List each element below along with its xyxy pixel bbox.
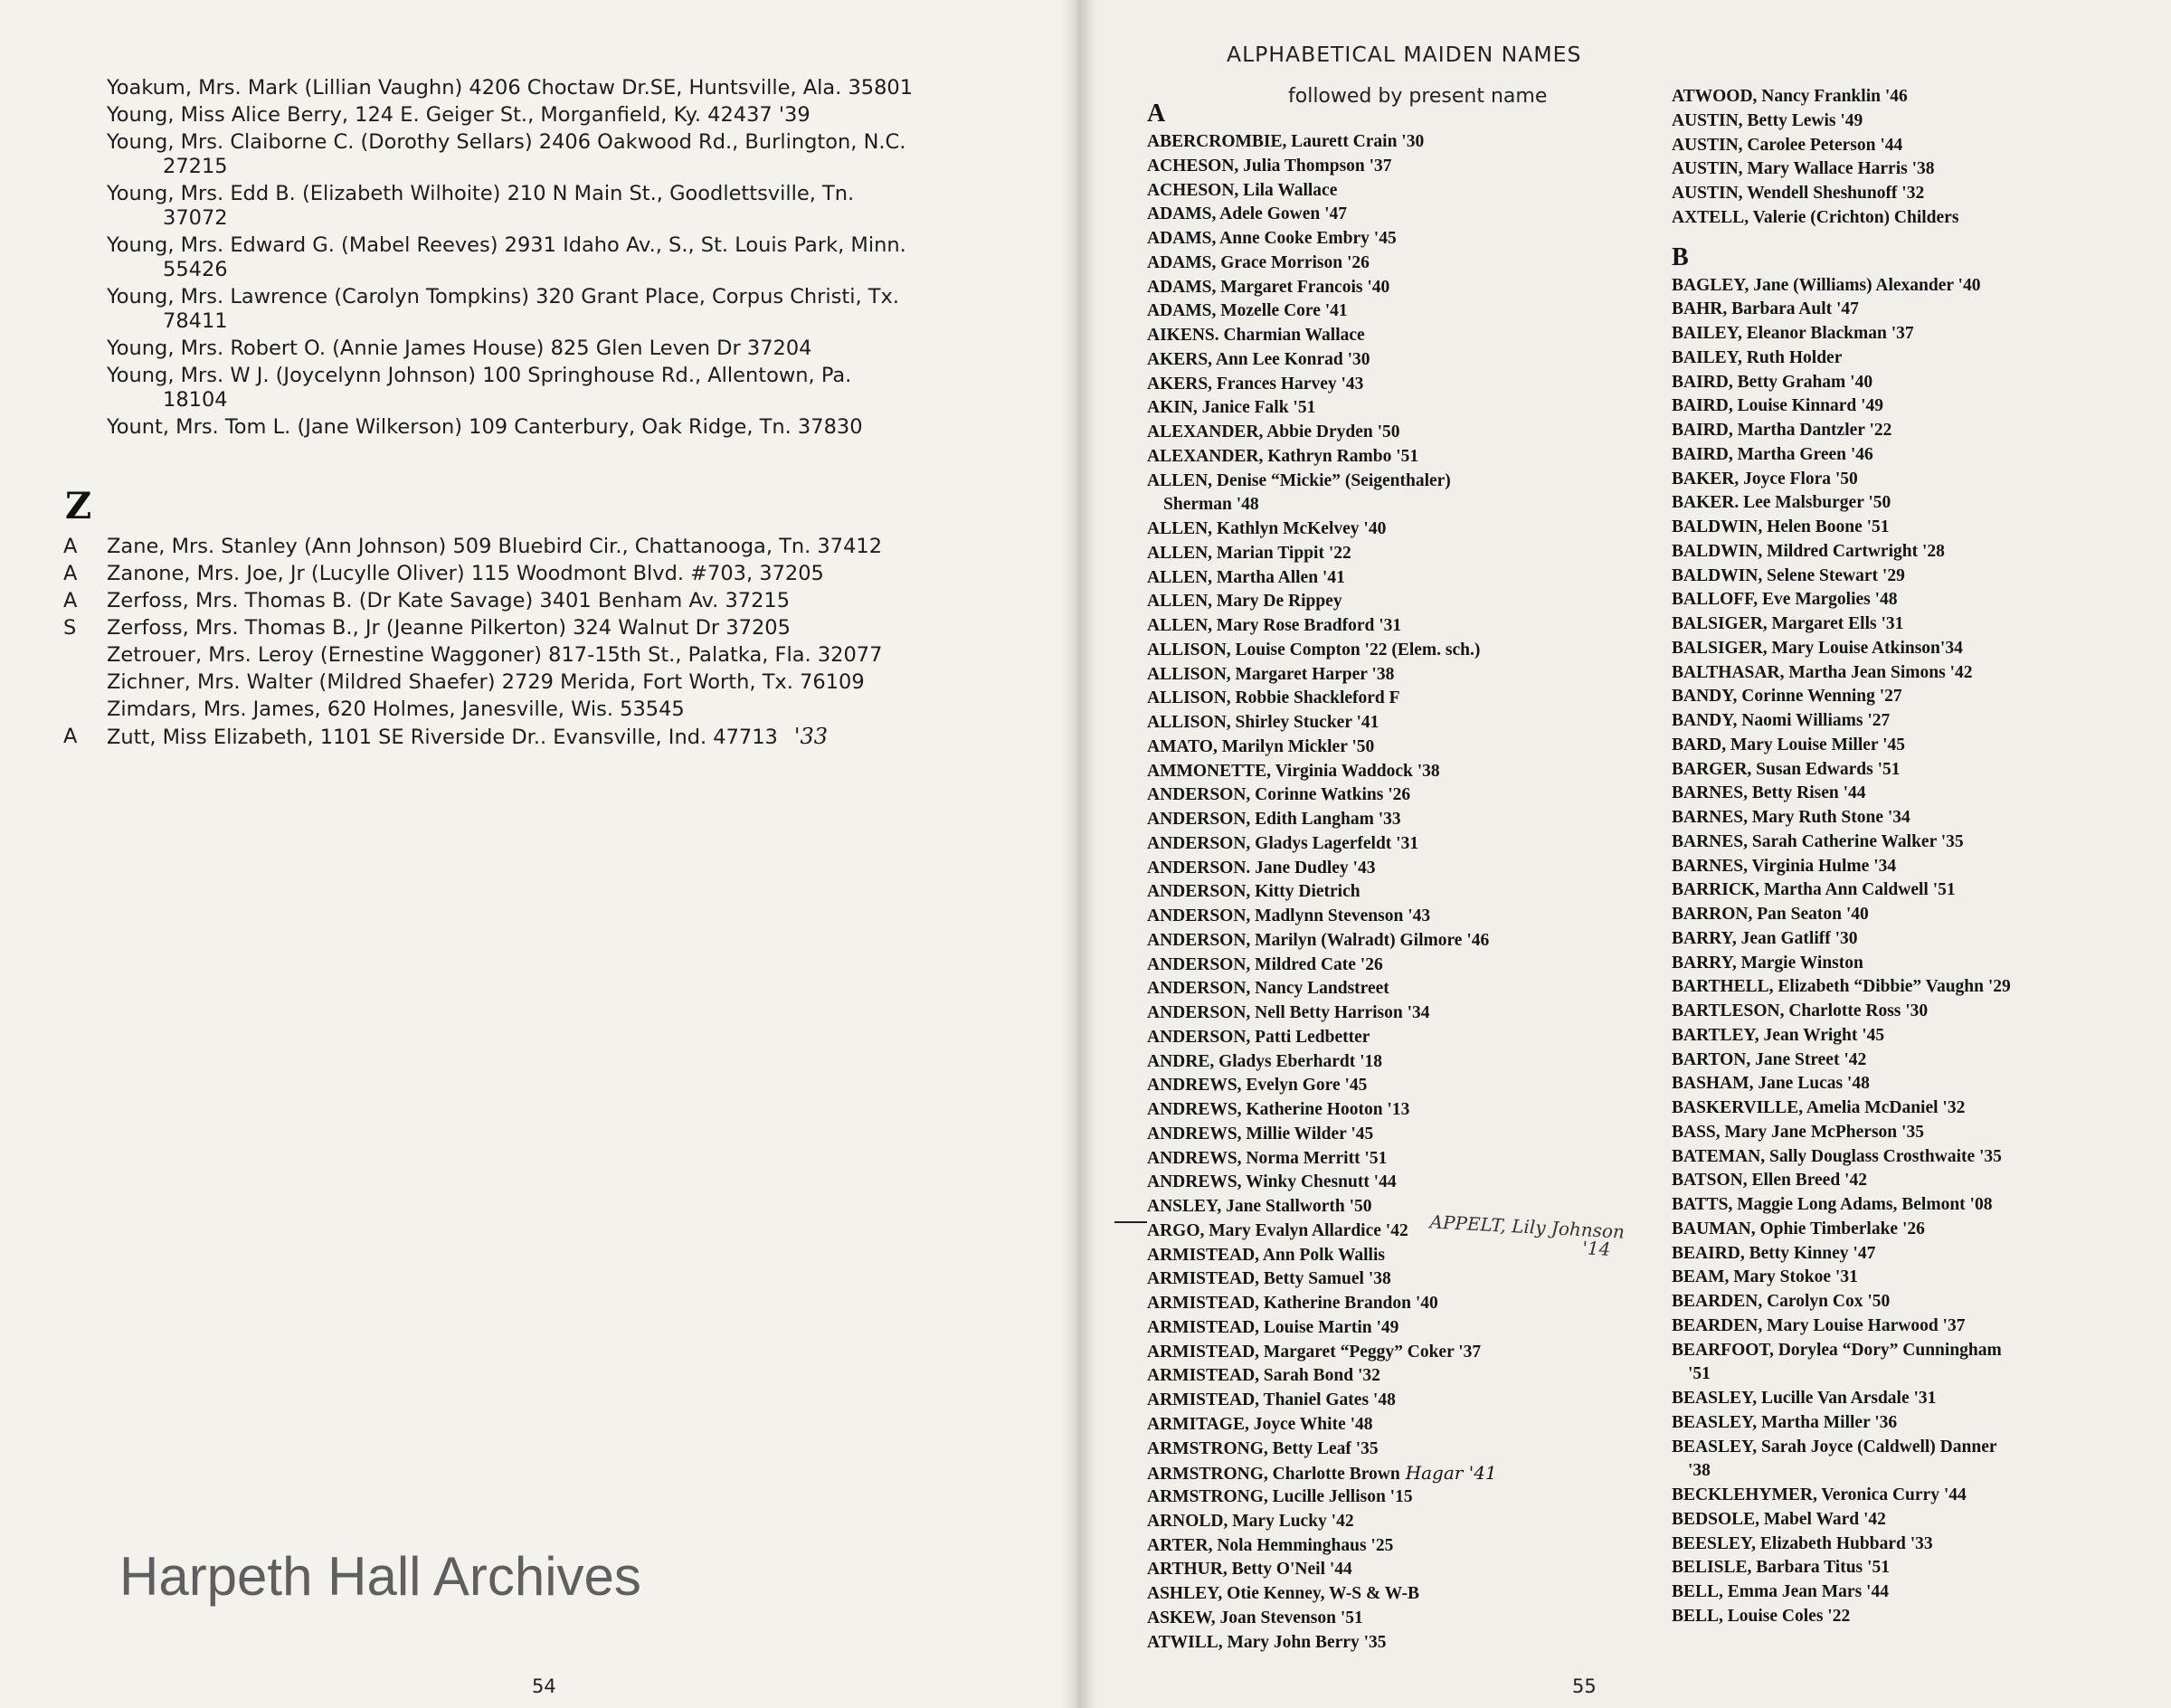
names-column-b <box>1672 85 2142 1629</box>
list-item: Young, Mrs. Claiborne C. (Dorothy Sellars) 2406 Oakwood Rd., Burlington, N.C. 27215 <box>107 130 906 178</box>
list-item: BARNES, Betty Risen '44 <box>1672 783 1866 803</box>
list-item: A Zerfoss, Mrs. Thomas B. (Dr Kate Savage) 3401 Benham Av. 37215 <box>63 589 791 612</box>
list-item: BARNES, Mary Ruth Stone '34 <box>1672 808 1910 827</box>
section-heading-a: A <box>1147 100 1166 128</box>
list-item: ARNOLD, Mary Lucky '42 <box>1147 1511 1354 1531</box>
list-item: BEASLEY, Martha Miller '36 <box>1672 1412 1898 1432</box>
margin-pen-mark <box>1114 1221 1147 1223</box>
list-item: ANDREWS, Norma Merritt '51 <box>1147 1148 1388 1168</box>
list-item: ANDERSON, Kitty Dietrich <box>1147 882 1360 902</box>
handwritten-year: '33 <box>793 724 829 749</box>
list-item: ANDREWS, Winky Chesnutt '44 <box>1147 1172 1397 1192</box>
names-column-a <box>1147 100 1654 1655</box>
status-code: A <box>63 589 78 612</box>
list-item: BARRON, Pan Seaton '40 <box>1672 905 1869 924</box>
list-item: BALLOFF, Eve Margolies '48 <box>1672 590 1898 610</box>
archive-watermark: Harpeth Hall Archives <box>119 1546 641 1607</box>
page-title: ALPHABETICAL MAIDEN NAMES <box>1227 42 1582 67</box>
list-item: BAHR, Barbara Ault '47 <box>1672 299 1859 319</box>
list-item: AKERS, Frances Harvey '43 <box>1147 374 1364 394</box>
list-item: ANDERSON, Marilyn (Walradt) Gilmore '46 <box>1147 930 1490 950</box>
list-item: BEAM, Mary Stokoe '31 <box>1672 1267 1858 1287</box>
section-heading-z: Z <box>65 485 92 527</box>
list-item: ARMSTRONG, Betty Leaf '35 <box>1147 1438 1379 1458</box>
list-item: BATSON, Ellen Breed '42 <box>1672 1171 1867 1191</box>
page-number-right: 55 <box>1572 1675 1597 1697</box>
list-item: BARTLESON, Charlotte Ross '30 <box>1672 1001 1929 1020</box>
list-item: BAILEY, Ruth Holder <box>1672 347 1843 367</box>
list-item: BARTLEY, Jean Wright '45 <box>1672 1025 1885 1045</box>
list-item: AMMONETTE, Virginia Waddock '38 <box>1147 761 1440 781</box>
list-item: Young, Miss Alice Berry, 124 E. Geiger St., Morganfield, Ky. 42437 '39 <box>107 103 811 127</box>
list-item: ANDREWS, Evelyn Gore '45 <box>1147 1076 1368 1096</box>
list-item: Young, Mrs. Lawrence (Carolyn Tompkins) 320 Grant Place, Corpus Christi, Tx. 78411 <box>107 285 899 333</box>
list-item: ALLISON, Shirley Stucker '41 <box>1147 713 1379 732</box>
status-code: A <box>63 535 78 558</box>
list-item: ASKEW, Joan Stevenson '51 <box>1147 1608 1363 1627</box>
list-item: ALLEN, Mary De Rippey <box>1147 592 1342 612</box>
list-item: BARD, Mary Louise Miller '45 <box>1672 735 1905 754</box>
list-item: ARTER, Nola Hemminghaus '25 <box>1147 1535 1394 1555</box>
list-item: BARTON, Jane Street '42 <box>1672 1049 1867 1069</box>
list-item: AUSTIN, Wendell Sheshunoff '32 <box>1672 184 1925 203</box>
list-item: ADAMS, Grace Morrison '26 <box>1147 252 1370 272</box>
list-item: BARRY, Margie Winston <box>1672 953 1863 973</box>
status-code: A <box>63 562 78 585</box>
list-item: BALDWIN, Helen Boone '51 <box>1672 517 1890 536</box>
list-item: BEESLEY, Elizabeth Hubbard '33 <box>1672 1533 1933 1553</box>
list-item: ARMISTEAD, Ann Polk Wallis <box>1147 1245 1385 1265</box>
list-item: ADAMS, Margaret Francois '40 <box>1147 277 1390 297</box>
list-item: Zichner, Mrs. Walter (Mildred Shaefer) 2729 Merida, Fort Worth, Tx. 76109 <box>107 670 865 694</box>
list-item: BALTHASAR, Martha Jean Simons '42 <box>1672 662 1973 682</box>
list-item: ASHLEY, Otie Kenney, W-S & W-B <box>1147 1584 1420 1603</box>
list-item: A Zutt, Miss Elizabeth, 1101 SE Riverside Dr.. Evansville, Ind. 47713 '33 <box>63 724 829 749</box>
right-page <box>1075 0 2171 1708</box>
list-item: BATEMAN, Sally Douglass Crosthwaite '35 <box>1672 1146 2002 1166</box>
list-item: BANDY, Corinne Wenning '27 <box>1672 687 1902 707</box>
list-item: ARMITAGE, Joyce White '48 <box>1147 1414 1373 1434</box>
list-item: ANSLEY, Jane Stallworth '50 <box>1147 1197 1372 1216</box>
list-item: Young, Mrs. Edward G. (Mabel Reeves) 2931 Idaho Av., S., St. Louis Park, Minn. 55426 <box>107 233 906 281</box>
list-item: BEASLEY, Lucille Van Arsdale '31 <box>1672 1389 1937 1408</box>
list-item: ARMSTRONG, Lucille Jellison '15 <box>1147 1487 1413 1506</box>
list-item: ABERCROMBIE, Laurett Crain '30 <box>1147 132 1425 151</box>
list-item: ADAMS, Adele Gowen '47 <box>1147 204 1347 224</box>
list-item: BAIRD, Martha Green '46 <box>1672 444 1873 464</box>
list-item: AKIN, Janice Falk '51 <box>1147 398 1316 418</box>
list-item: ARMSTRONG, Charlotte Brown Hagar '41 <box>1147 1462 1497 1485</box>
list-item: Young, Mrs. W J. (Joycelynn Johnson) 100 Springhouse Rd., Allentown, Pa. 18104 <box>107 364 852 412</box>
list-item: BEARFOOT, Dorylea “Dory” Cunningham <box>1672 1340 2002 1360</box>
column-a-rows <box>1147 130 1654 1655</box>
list-item: ARMISTEAD, Sarah Bond '32 <box>1147 1366 1380 1386</box>
list-item: ANDERSON, Nancy Landstreet <box>1147 979 1389 999</box>
list-item: BAUMAN, Ophie Timberlake '26 <box>1672 1219 1925 1238</box>
list-item: ARMISTEAD, Thaniel Gates '48 <box>1147 1390 1396 1409</box>
list-item: ANDERSON, Madlynn Stevenson '43 <box>1147 906 1431 925</box>
list-item: Young, Mrs. Robert O. (Annie James House) 825 Glen Leven Dr 37204 <box>107 337 812 360</box>
list-item: BALSIGER, Mary Louise Atkinson'34 <box>1672 638 1963 658</box>
list-item: AKERS, Ann Lee Konrad '30 <box>1147 349 1370 369</box>
status-code: S <box>63 616 77 640</box>
list-item: BAILEY, Eleanor Blackman '37 <box>1672 324 1914 343</box>
list-item: BAIRD, Martha Dantzler '22 <box>1672 421 1892 440</box>
list-item: BARNES, Sarah Catherine Walker '35 <box>1672 831 1964 851</box>
list-item: BAIRD, Louise Kinnard '49 <box>1672 396 1884 416</box>
list-item: BAIRD, Betty Graham '40 <box>1672 372 1873 392</box>
list-item: ALLEN, Kathlyn McKelvey '40 <box>1147 519 1387 538</box>
list-item: ALLEN, Mary Rose Bradford '31 <box>1147 616 1402 635</box>
list-item: ANDRE, Gladys Eberhardt '18 <box>1147 1051 1383 1071</box>
list-item: ATWILL, Mary John Berry '35 <box>1147 1632 1387 1652</box>
list-item: BEDSOLE, Mabel Ward '42 <box>1672 1509 1886 1529</box>
column-b-rows <box>1672 274 2142 1629</box>
list-item: ALEXANDER, Abbie Dryden '50 <box>1147 422 1400 441</box>
list-item: Young, Mrs. Edd B. (Elizabeth Wilhoite) 210 N Main St., Goodlettsville, Tn. 37072 <box>107 182 855 230</box>
list-item: '38 <box>1688 1461 1711 1481</box>
list-item: ALLEN, Denise “Mickie” (Seigenthaler) <box>1147 470 1451 490</box>
handwritten-annotation: APPELT, Lily Johnson '14 <box>1429 1210 1626 1260</box>
list-item: BARNES, Virginia Hulme '34 <box>1672 856 1897 876</box>
list-item: BAKER. Lee Malsburger '50 <box>1672 493 1891 513</box>
list-item: ALLISON, Margaret Harper '38 <box>1147 664 1395 684</box>
list-item: ALEXANDER, Kathryn Rambo '51 <box>1147 446 1419 466</box>
list-item: BEAIRD, Betty Kinney '47 <box>1672 1243 1876 1263</box>
list-item: ACHESON, Lila Wallace <box>1147 180 1338 200</box>
list-item: BANDY, Naomi Williams '27 <box>1672 711 1891 730</box>
list-item: BATTS, Maggie Long Adams, Belmont '08 <box>1672 1195 1993 1214</box>
list-item: ALLEN, Marian Tippit '22 <box>1147 543 1351 563</box>
list-item: Yoakum, Mrs. Mark (Lillian Vaughn) 4206 Choctaw Dr.SE, Huntsville, Ala. 35801 <box>107 76 914 100</box>
list-item: BALDWIN, Mildred Cartwright '28 <box>1672 541 1945 561</box>
list-item: AMATO, Marilyn Mickler '50 <box>1147 736 1375 756</box>
list-item: ARMISTEAD, Margaret “Peggy” Coker '37 <box>1147 1342 1482 1362</box>
list-item: BALSIGER, Margaret Ells '31 <box>1672 614 1904 633</box>
list-item: A Zanone, Mrs. Joe, Jr (Lucylle Oliver) 115 Woodmont Blvd. #703, 37205 <box>63 562 824 585</box>
list-item: BARGER, Susan Edwards '51 <box>1672 759 1901 779</box>
list-item: ANDREWS, Millie Wilder '45 <box>1147 1124 1374 1143</box>
list-item: AIKENS. Charmian Wallace <box>1147 326 1365 345</box>
list-item: ANDERSON. Jane Dudley '43 <box>1147 858 1376 878</box>
list-item: A Zane, Mrs. Stanley (Ann Johnson) 509 Bluebird Cir., Chattanooga, Tn. 37412 <box>63 535 883 558</box>
list-item: ANDERSON, Corinne Watkins '26 <box>1147 785 1411 805</box>
status-code: A <box>63 725 78 748</box>
y-entries-list <box>63 76 1020 753</box>
page-subtitle: followed by present name <box>1288 85 1548 108</box>
list-item: '51 <box>1688 1364 1711 1384</box>
list-item: ARMISTEAD, Katherine Brandon '40 <box>1147 1294 1438 1313</box>
list-item: BASS, Mary Jane McPherson '35 <box>1672 1122 1924 1142</box>
list-item: ANDERSON, Nell Betty Harrison '34 <box>1147 1003 1430 1022</box>
handwritten-annotation: Hagar '41 <box>1405 1462 1497 1485</box>
list-item: AXTELL, Valerie (Crichton) Childers <box>1672 207 1959 227</box>
list-item: ARMISTEAD, Betty Samuel '38 <box>1147 1269 1391 1289</box>
list-item: BARRY, Jean Gatliff '30 <box>1672 928 1858 948</box>
list-item: BECKLEHYMER, Veronica Curry '44 <box>1672 1485 1967 1504</box>
list-item: ANDERSON, Patti Ledbetter <box>1147 1027 1370 1047</box>
list-item: ANDERSON, Edith Langham '33 <box>1147 810 1401 829</box>
book-gutter <box>1060 0 1096 1708</box>
list-item: S Zerfoss, Mrs. Thomas B., Jr (Jeanne Pilkerton) 324 Walnut Dr 37205 <box>63 616 791 640</box>
list-item: BALDWIN, Selene Stewart '29 <box>1672 565 1905 585</box>
list-item: ALLEN, Martha Allen '41 <box>1147 567 1345 587</box>
list-item: ATWOOD, Nancy Franklin '46 <box>1672 87 1908 106</box>
list-item: ADAMS, Mozelle Core '41 <box>1147 301 1348 321</box>
list-item: ACHESON, Julia Thompson '37 <box>1147 156 1392 176</box>
list-item: BELL, Louise Coles '22 <box>1672 1606 1851 1626</box>
list-item: AUSTIN, Carolee Peterson '44 <box>1672 135 1903 155</box>
list-item: ALLISON, Louise Compton '22 (Elem. sch.) <box>1147 640 1481 659</box>
list-item: ARGO, Mary Evalyn Allardice '42 <box>1147 1220 1408 1240</box>
list-item: AUSTIN, Mary Wallace Harris '38 <box>1672 159 1935 179</box>
column-b-top-rows <box>1672 85 2142 231</box>
list-item: Yount, Mrs. Tom L. (Jane Wilkerson) 109 Canterbury, Oak Ridge, Tn. 37830 <box>107 415 863 439</box>
list-item: BARTHELL, Elizabeth “Dibbie” Vaughn '29 <box>1672 977 2011 997</box>
list-item: Zetrouer, Mrs. Leroy (Ernestine Waggoner) 817-15th St., Palatka, Fla. 32077 <box>107 643 883 667</box>
list-item: BAGLEY, Jane (Williams) Alexander '40 <box>1672 275 1981 295</box>
list-item: BASKERVILLE, Amelia McDaniel '32 <box>1672 1098 1966 1117</box>
list-item: BEASLEY, Sarah Joyce (Caldwell) Danner <box>1672 1437 1997 1457</box>
list-item: BELL, Emma Jean Mars '44 <box>1672 1582 1889 1601</box>
list-item: ARTHUR, Betty O'Neil '44 <box>1147 1560 1352 1580</box>
list-item: BELISLE, Barbara Titus '51 <box>1672 1558 1890 1578</box>
list-item: ANDERSON, Mildred Cate '26 <box>1147 954 1383 974</box>
list-item: ANDERSON, Gladys Lagerfeldt '31 <box>1147 833 1419 853</box>
list-item: Sherman '48 <box>1163 495 1259 515</box>
list-item: BAKER, Joyce Flora '50 <box>1672 469 1858 489</box>
section-heading-b: B <box>1672 242 1689 271</box>
list-item: ALLISON, Robbie Shackleford F <box>1147 688 1400 708</box>
list-item: AUSTIN, Betty Lewis '49 <box>1672 110 1863 130</box>
list-item: ARMISTEAD, Louise Martin '49 <box>1147 1317 1399 1337</box>
list-item: ANDREWS, Katherine Hooton '13 <box>1147 1100 1410 1119</box>
list-item: BEARDEN, Mary Louise Harwood '37 <box>1672 1315 1966 1335</box>
list-item: BEARDEN, Carolyn Cox '50 <box>1672 1292 1891 1311</box>
list-item: BARRICK, Martha Ann Caldwell '51 <box>1672 880 1956 900</box>
list-item: BASHAM, Jane Lucas '48 <box>1672 1074 1870 1094</box>
page-number-left: 54 <box>532 1675 556 1697</box>
list-item: Zimdars, Mrs. James, 620 Holmes, Janesville, Wis. 53545 <box>107 697 685 721</box>
left-page <box>0 0 1075 1708</box>
list-item: ADAMS, Anne Cooke Embry '45 <box>1147 229 1397 248</box>
